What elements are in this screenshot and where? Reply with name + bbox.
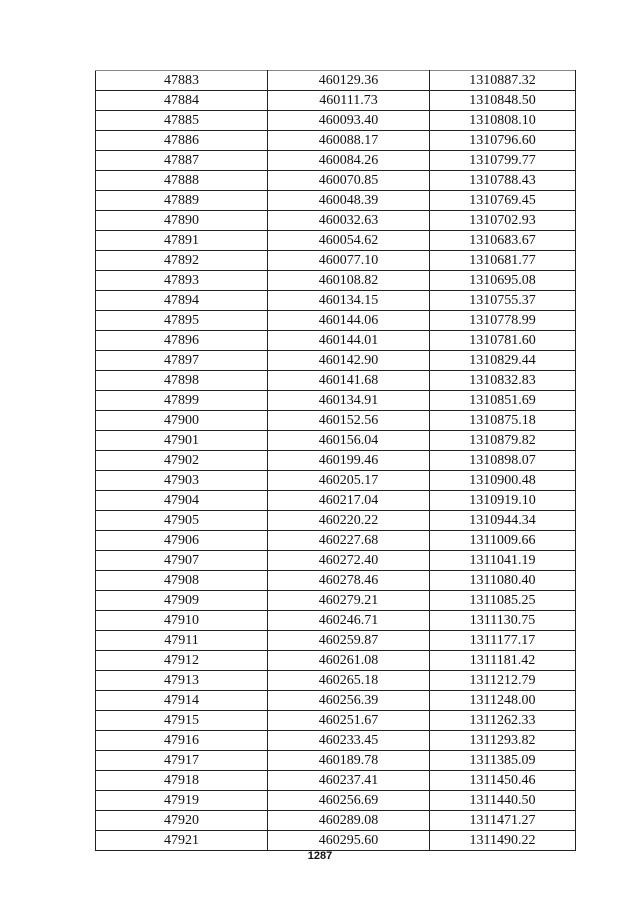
point-id-cell: 47884 [96,91,268,111]
table-row [96,531,576,551]
point-id-cell: 47906 [96,531,268,551]
y-coordinate-cell: 1311248.00 [430,691,576,711]
x-coordinate-cell: 460093.40 [268,111,430,131]
table-row [96,391,576,411]
table-row [96,351,576,371]
x-coordinate-cell: 460084.26 [268,151,430,171]
y-coordinate-cell: 1311080.40 [430,571,576,591]
point-id-cell: 47908 [96,571,268,591]
table-row [96,411,576,431]
table-row [96,471,576,491]
table-row [96,591,576,611]
y-coordinate-cell: 1310683.67 [430,231,576,251]
table-row [96,771,576,791]
x-coordinate-cell: 460108.82 [268,271,430,291]
table-row [96,651,576,671]
table-row [96,711,576,731]
x-coordinate-cell: 460233.45 [268,731,430,751]
table-row [96,691,576,711]
point-id-cell: 47883 [96,71,268,91]
point-id-cell: 47900 [96,411,268,431]
y-coordinate-cell: 1310879.82 [430,431,576,451]
y-coordinate-cell: 1310781.60 [430,331,576,351]
y-coordinate-cell: 1310898.07 [430,451,576,471]
x-coordinate-cell: 460032.63 [268,211,430,231]
y-coordinate-cell: 1310875.18 [430,411,576,431]
table-row [96,171,576,191]
x-coordinate-cell: 460217.04 [268,491,430,511]
table-row [96,551,576,571]
point-id-cell: 47904 [96,491,268,511]
x-coordinate-cell: 460246.71 [268,611,430,631]
y-coordinate-cell: 1311085.25 [430,591,576,611]
x-coordinate-cell: 460220.22 [268,511,430,531]
point-id-cell: 47885 [96,111,268,131]
x-coordinate-cell: 460279.21 [268,591,430,611]
point-id-cell: 47903 [96,471,268,491]
table-row [96,291,576,311]
point-id-cell: 47890 [96,211,268,231]
point-id-cell: 47901 [96,431,268,451]
x-coordinate-cell: 460259.87 [268,631,430,651]
y-coordinate-cell: 1311181.42 [430,651,576,671]
x-coordinate-cell: 460237.41 [268,771,430,791]
table-row [96,571,576,591]
x-coordinate-cell: 460227.68 [268,531,430,551]
x-coordinate-cell: 460205.17 [268,471,430,491]
x-coordinate-cell: 460144.06 [268,311,430,331]
table-row [96,271,576,291]
y-coordinate-cell: 1310796.60 [430,131,576,151]
x-coordinate-cell: 460070.85 [268,171,430,191]
table-row [96,111,576,131]
y-coordinate-cell: 1311177.17 [430,631,576,651]
y-coordinate-cell: 1310799.77 [430,151,576,171]
point-id-cell: 47895 [96,311,268,331]
point-id-cell: 47902 [96,451,268,471]
coordinates-table [95,70,576,851]
point-id-cell: 47910 [96,611,268,631]
y-coordinate-cell: 1310851.69 [430,391,576,411]
y-coordinate-cell: 1310832.83 [430,371,576,391]
point-id-cell: 47888 [96,171,268,191]
table-row [96,811,576,831]
point-id-cell: 47914 [96,691,268,711]
point-id-cell: 47894 [96,291,268,311]
y-coordinate-cell: 1311130.75 [430,611,576,631]
table-row [96,231,576,251]
x-coordinate-cell: 460289.08 [268,811,430,831]
table-row [96,491,576,511]
table-row [96,431,576,451]
y-coordinate-cell: 1311212.79 [430,671,576,691]
table-row [96,631,576,651]
table-row [96,251,576,271]
x-coordinate-cell: 460048.39 [268,191,430,211]
table-row [96,511,576,531]
x-coordinate-cell: 460129.36 [268,71,430,91]
point-id-cell: 47892 [96,251,268,271]
y-coordinate-cell: 1310788.43 [430,171,576,191]
point-id-cell: 47916 [96,731,268,751]
point-id-cell: 47897 [96,351,268,371]
point-id-cell: 47887 [96,151,268,171]
y-coordinate-cell: 1310755.37 [430,291,576,311]
table-row [96,451,576,471]
point-id-cell: 47913 [96,671,268,691]
x-coordinate-cell: 460142.90 [268,351,430,371]
y-coordinate-cell: 1310900.48 [430,471,576,491]
y-coordinate-cell: 1310848.50 [430,91,576,111]
table-row [96,331,576,351]
table-row [96,831,576,851]
y-coordinate-cell: 1311471.27 [430,811,576,831]
x-coordinate-cell: 460189.78 [268,751,430,771]
x-coordinate-cell: 460134.15 [268,291,430,311]
y-coordinate-cell: 1310919.10 [430,491,576,511]
y-coordinate-cell: 1310695.08 [430,271,576,291]
table-row [96,131,576,151]
x-coordinate-cell: 460265.18 [268,671,430,691]
y-coordinate-cell: 1311293.82 [430,731,576,751]
y-coordinate-cell: 1311490.22 [430,831,576,851]
point-id-cell: 47919 [96,791,268,811]
point-id-cell: 47912 [96,651,268,671]
table-row [96,751,576,771]
x-coordinate-cell: 460199.46 [268,451,430,471]
y-coordinate-cell: 1310944.34 [430,511,576,531]
y-coordinate-cell: 1310702.93 [430,211,576,231]
coordinates-table-body [96,71,576,851]
y-coordinate-cell: 1310829.44 [430,351,576,371]
x-coordinate-cell: 460256.69 [268,791,430,811]
point-id-cell: 47915 [96,711,268,731]
table-row [96,371,576,391]
y-coordinate-cell: 1311262.33 [430,711,576,731]
y-coordinate-cell: 1310778.99 [430,311,576,331]
x-coordinate-cell: 460077.10 [268,251,430,271]
point-id-cell: 47911 [96,631,268,651]
x-coordinate-cell: 460251.67 [268,711,430,731]
point-id-cell: 47891 [96,231,268,251]
point-id-cell: 47899 [96,391,268,411]
y-coordinate-cell: 1310887.32 [430,71,576,91]
table-row [96,671,576,691]
x-coordinate-cell: 460152.56 [268,411,430,431]
page-number: 1287 [307,850,333,862]
point-id-cell: 47909 [96,591,268,611]
table-row [96,731,576,751]
x-coordinate-cell: 460278.46 [268,571,430,591]
x-coordinate-cell: 460088.17 [268,131,430,151]
x-coordinate-cell: 460272.40 [268,551,430,571]
point-id-cell: 47896 [96,331,268,351]
table-row [96,311,576,331]
table-row [96,791,576,811]
y-coordinate-cell: 1311041.19 [430,551,576,571]
x-coordinate-cell: 460144.01 [268,331,430,351]
table-row [96,91,576,111]
x-coordinate-cell: 460261.08 [268,651,430,671]
y-coordinate-cell: 1311440.50 [430,791,576,811]
table-row [96,211,576,231]
y-coordinate-cell: 1310769.45 [430,191,576,211]
point-id-cell: 47921 [96,831,268,851]
point-id-cell: 47920 [96,811,268,831]
point-id-cell: 47893 [96,271,268,291]
table-row [96,151,576,171]
x-coordinate-cell: 460256.39 [268,691,430,711]
y-coordinate-cell: 1311450.46 [430,771,576,791]
y-coordinate-cell: 1310808.10 [430,111,576,131]
point-id-cell: 47917 [96,751,268,771]
x-coordinate-cell: 460156.04 [268,431,430,451]
point-id-cell: 47898 [96,371,268,391]
y-coordinate-cell: 1311009.66 [430,531,576,551]
point-id-cell: 47918 [96,771,268,791]
y-coordinate-cell: 1310681.77 [430,251,576,271]
table-row [96,191,576,211]
x-coordinate-cell: 460141.68 [268,371,430,391]
x-coordinate-cell: 460295.60 [268,831,430,851]
table-row [96,611,576,631]
point-id-cell: 47886 [96,131,268,151]
y-coordinate-cell: 1311385.09 [430,751,576,771]
point-id-cell: 47889 [96,191,268,211]
x-coordinate-cell: 460134.91 [268,391,430,411]
table-row [96,71,576,91]
point-id-cell: 47905 [96,511,268,531]
x-coordinate-cell: 460054.62 [268,231,430,251]
point-id-cell: 47907 [96,551,268,571]
x-coordinate-cell: 460111.73 [268,91,430,111]
